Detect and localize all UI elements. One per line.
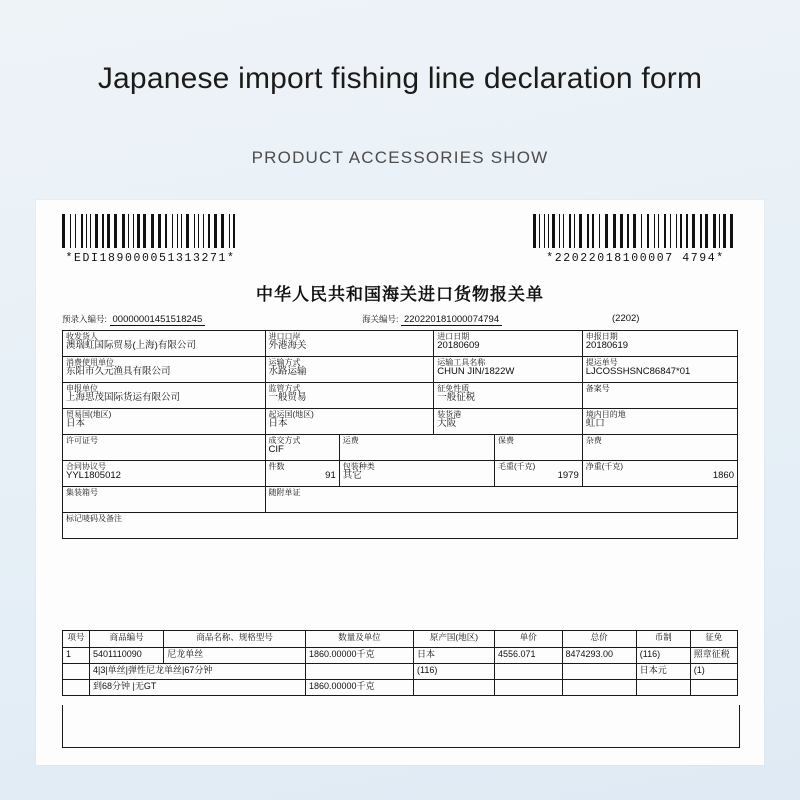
cell-gross-weight	[495, 461, 583, 487]
cell-spec: 4|3|单丝|弹性尼龙单丝|67分钟	[90, 664, 306, 680]
pre-entry-value: 00000001451518245	[110, 314, 206, 326]
cell-currency: (116)	[636, 648, 690, 664]
cell-origin	[414, 680, 495, 696]
goods-table	[62, 630, 738, 696]
cell-marks-remarks	[63, 513, 738, 539]
cell-levy-nature	[434, 383, 583, 409]
cell-qty: 1860.00000千克	[306, 680, 414, 696]
cell-insurance	[495, 435, 583, 461]
cell-vessel	[434, 357, 583, 383]
cell-package-type	[339, 461, 494, 487]
gross-weight-value: 1979	[557, 470, 579, 482]
cell-destination	[582, 409, 737, 435]
levy-value: 一般征税	[437, 392, 476, 404]
goods-col-qty: 数量及单位	[306, 631, 414, 648]
vessel-label: 运输工具名称	[437, 358, 486, 367]
attached-doc-label: 随附单证	[268, 488, 301, 497]
bill-no-value: LJCOSSHSNC86847*01	[585, 367, 691, 378]
gross-weight-label: 毛重(千克)	[498, 462, 536, 471]
insurance-label: 保费	[498, 436, 514, 445]
origin-country-label: 起运国(地区)	[268, 410, 314, 419]
cell-unit-price	[495, 680, 563, 696]
cell-freight	[339, 435, 494, 461]
cell-spec: 到68分钟 |无GT	[90, 680, 306, 696]
cell-import-port	[265, 331, 434, 357]
packages-label: 件数	[268, 462, 285, 471]
document-title: 中华人民共和国海关进口货物报关单	[256, 285, 544, 304]
cell-container-no	[63, 487, 266, 513]
cell-terms	[265, 435, 339, 461]
transport-mode-label: 运输方式	[268, 358, 301, 367]
cell-total-price	[562, 680, 636, 696]
page-subtitle: PRODUCT ACCESSORIES SHOW	[251, 148, 549, 167]
supervision-label: 监管方式	[268, 384, 301, 393]
goods-col-currency: 币制	[636, 631, 690, 648]
cell-net-weight	[582, 461, 737, 487]
cell-origin: (116)	[414, 664, 495, 680]
declare-date-value: 20180619	[585, 340, 629, 352]
page-title: Japanese import fishing line declaration form	[97, 62, 703, 95]
package-type-value: 其它	[342, 470, 362, 482]
declarer-label: 申报单位	[66, 384, 98, 393]
levy-label: 征免性质	[437, 384, 470, 393]
declaration-fields-table	[62, 330, 738, 539]
customs-code: (2202)	[612, 313, 640, 324]
goods-col-total-price: 总价	[562, 631, 636, 648]
consumer-unit-label: 消费使用单位	[66, 358, 114, 367]
import-date-value: 20180609	[437, 340, 480, 352]
goods-col-hs-code: 商品编号	[90, 631, 164, 648]
table-row	[63, 664, 738, 680]
cell-levy: (1)	[690, 664, 737, 680]
barcode-left	[62, 214, 239, 265]
cell-bill-no	[582, 357, 737, 383]
cell-contract	[63, 461, 266, 487]
goods-table-footer-area	[62, 705, 740, 748]
cell-qty	[306, 664, 414, 680]
contract-value: YYL1805012	[66, 470, 121, 482]
cell-currency: 日本元	[636, 664, 690, 680]
table-row	[63, 409, 738, 435]
barcode-left-text: *EDI189000051313271*	[65, 252, 236, 265]
record-no-label: 备案号	[585, 384, 610, 393]
destination-value: 虹口	[585, 418, 605, 430]
cell-total-price: 8474293.00	[562, 648, 636, 664]
consumer-unit-value: 东阳市久元渔具有限公司	[66, 366, 171, 378]
load-port-value: 大阪	[437, 418, 457, 430]
table-row	[63, 487, 738, 513]
cell-unit-price	[495, 664, 563, 680]
table-row	[63, 435, 738, 461]
barcode-left-bars	[62, 214, 239, 248]
customs-no	[362, 313, 612, 325]
cell-misc-fee	[582, 435, 737, 461]
cell-packages	[265, 461, 339, 487]
cell-origin: 日本	[414, 648, 495, 664]
barcode-right-bars	[533, 214, 738, 248]
cell-levy	[690, 680, 737, 696]
marks-label: 标记唛码及备注	[66, 514, 122, 523]
cell-currency	[636, 680, 690, 696]
cell-item-no: 1	[63, 648, 90, 664]
cell-levy: 照章征税	[690, 648, 737, 664]
table-row	[63, 648, 738, 664]
goods-col-levy: 征免	[690, 631, 737, 648]
cell-item-no	[63, 664, 90, 680]
cell-attached-docs	[265, 487, 738, 513]
customs-declaration-document	[36, 200, 764, 765]
cell-goods-name: 尼龙单丝	[164, 648, 306, 664]
table-row	[63, 680, 738, 696]
cell-hs-code: 5401110090	[90, 648, 164, 664]
consignee-value: 澳瑞虹国际贸易(上海)有限公司	[66, 340, 196, 352]
cell-origin-country	[265, 409, 434, 435]
license-label: 许可证号	[66, 436, 98, 445]
cell-import-date	[434, 331, 583, 357]
cell-total-price	[562, 664, 636, 680]
goods-col-unit-price: 单价	[495, 631, 563, 648]
import-date-label: 进口日期	[437, 332, 470, 341]
terms-value: CIF	[268, 444, 284, 456]
cell-license	[63, 435, 266, 461]
origin-country-value: 日本	[268, 418, 288, 430]
cell-consignee	[63, 331, 266, 357]
goods-col-name: 商品名称、规格型号	[164, 631, 306, 648]
cell-qty: 1860.00000千克	[306, 648, 414, 664]
table-row	[63, 331, 738, 357]
table-row	[63, 461, 738, 487]
load-port-label: 装货港	[437, 410, 462, 419]
trade-country-label: 贸易国(地区)	[66, 410, 112, 419]
bill-no-label: 提运单号	[585, 358, 618, 367]
customs-no-value: 220220181000074794	[401, 314, 502, 326]
import-port-label: 进口口岸	[268, 332, 301, 341]
customs-no-label: 海关编号:	[362, 314, 399, 324]
packages-value: 91	[325, 470, 336, 482]
pre-entry-label: 预录入编号:	[62, 314, 107, 324]
barcode-right	[533, 214, 738, 265]
vessel-value: CHUN JIN/1822W	[437, 367, 515, 378]
cell-declare-date	[582, 331, 737, 357]
document-meta	[62, 313, 738, 325]
declarer-value: 上海思茂国际货运有限公司	[66, 392, 181, 404]
goods-header-row	[63, 631, 738, 648]
import-port-value: 外港海关	[268, 340, 307, 352]
table-row	[63, 383, 738, 409]
terms-label: 成交方式	[268, 436, 301, 445]
misc-fee-label: 杂费	[585, 436, 602, 445]
declare-date-label: 申报日期	[585, 332, 618, 341]
cell-unit-price: 4556.071	[495, 648, 563, 664]
cell-declarer	[63, 383, 266, 409]
contract-label: 合同协议号	[66, 462, 106, 471]
cell-supervision	[265, 383, 434, 409]
transport-mode-value: 水路运输	[268, 366, 307, 378]
cell-record-no	[582, 383, 737, 409]
container-label: 集装箱号	[66, 488, 98, 497]
barcode-right-text: *22022018100007 4794*	[546, 252, 725, 265]
consignee-label: 收发货人	[66, 332, 98, 341]
trade-country-value: 日本	[66, 418, 86, 430]
package-type-label: 包装种类	[342, 462, 375, 471]
supervision-value: 一般贸易	[268, 392, 307, 404]
destination-label: 境内目的地	[585, 410, 626, 419]
goods-col-item-no: 项号	[63, 631, 90, 648]
pre-entry-no	[62, 313, 362, 325]
cell-load-port	[434, 409, 583, 435]
net-weight-value: 1860	[712, 470, 734, 482]
cell-item-no	[63, 680, 90, 696]
goods-col-origin: 原产国(地区)	[414, 631, 495, 648]
net-weight-label: 净重(千克)	[585, 462, 624, 471]
cell-consumer-unit	[63, 357, 266, 383]
table-row	[63, 513, 738, 539]
cell-trade-country	[63, 409, 266, 435]
cell-transport-mode	[265, 357, 434, 383]
freight-label: 运费	[342, 436, 359, 445]
table-row	[63, 357, 738, 383]
